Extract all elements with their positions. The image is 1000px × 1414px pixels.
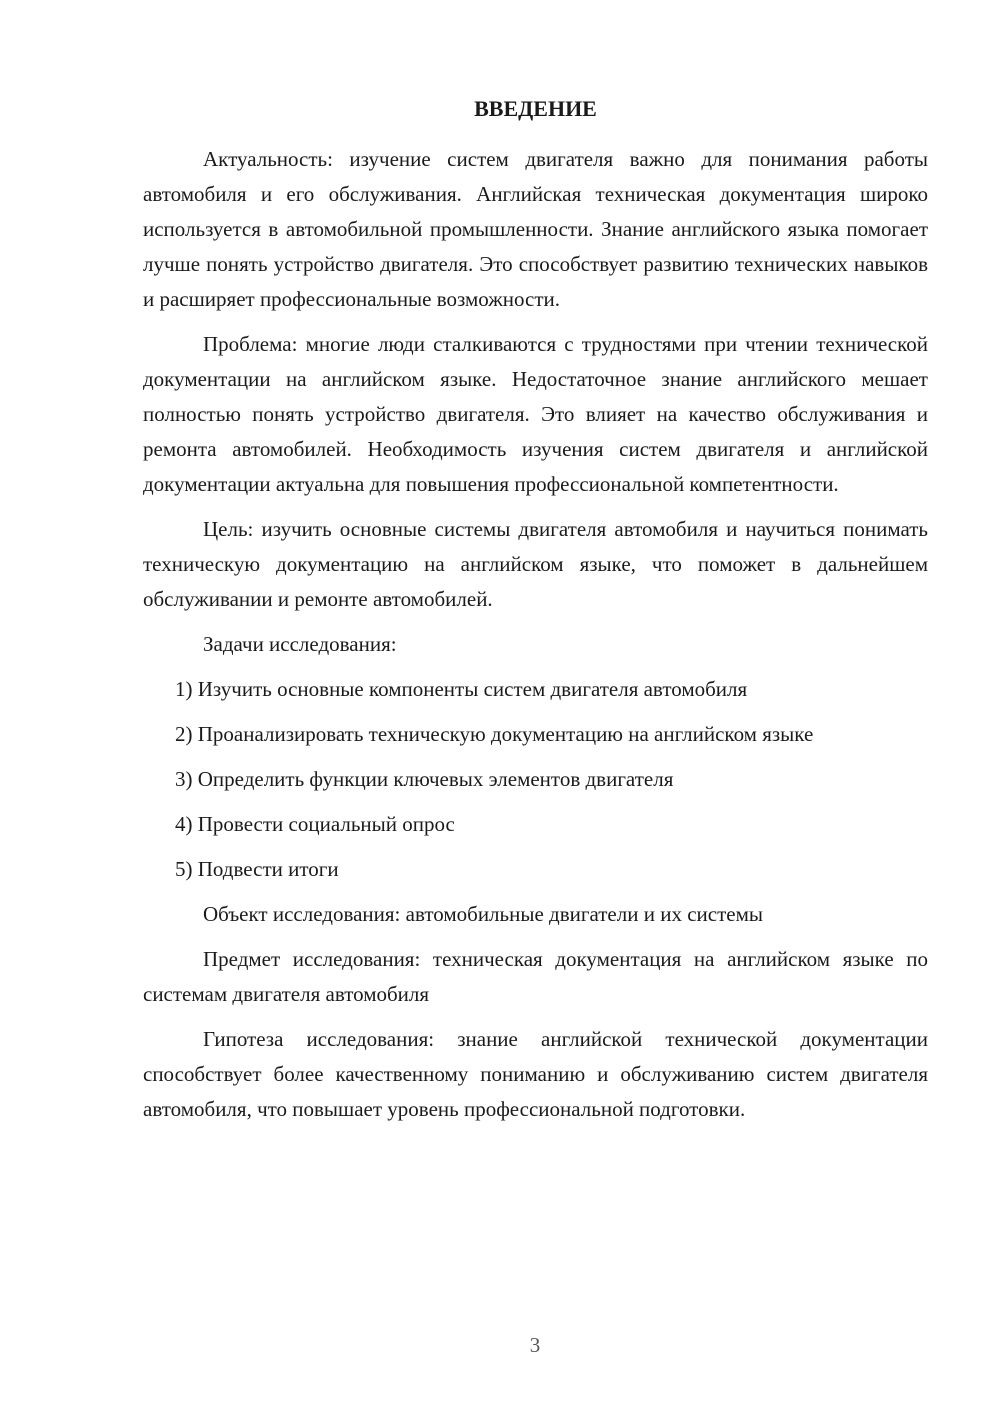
page-number: 3 xyxy=(529,1333,541,1357)
paragraph-object: Объект исследования: автомобильные двигатели и их системы xyxy=(203,902,763,926)
paragraph-relevance: Актуальность: изучение систем двигателя важно для понимания работы автомобиля и его обслуживания. Английская техническая документация широко используется в автомобильной промышленности. Знание английского языка помогает лучше понять устройство двигателя. Это способствует развитию технических навыков и расширяет профессиональные возможности. xyxy=(143,147,928,311)
document-page xyxy=(143,92,928,1137)
task-item-1: 1) Изучить основные компоненты систем двигателя автомобиля xyxy=(175,677,748,701)
task-item-4: 4) Провести социальный опрос xyxy=(175,812,455,836)
paragraph-goal: Цель: изучить основные системы двигателя автомобиля и научиться понимать техническую документацию на английском языке, что поможет в дальнейшем обслуживании и ремонте автомобилей. xyxy=(143,517,928,611)
paragraph-hypothesis: Гипотеза исследования: знание английской технической документации способствует более качественному пониманию и обслуживанию систем двигателя автомобиля, что повышает уровень профессиональной подготовки. xyxy=(143,1027,928,1121)
tasks-heading: Задачи исследования: xyxy=(203,632,397,656)
task-item-3: 3) Определить функции ключевых элементов двигателя xyxy=(175,767,674,791)
page-title: ВВЕДЕНИЕ xyxy=(474,96,597,121)
paragraph-problem: Проблема: многие люди сталкиваются с трудностями при чтении технической документации на английском языке. Недостаточное знание английского мешает полностью понять устройство двигателя. Это влияет на качество обслуживания и ремонта автомобилей. Необходимость изучения систем двигателя и английской документации актуальна для повышения профессиональной компетентности. xyxy=(143,332,928,496)
task-item-5: 5) Подвести итоги xyxy=(175,857,339,881)
task-item-2: 2) Проанализировать техническую документацию на английском языке xyxy=(175,722,814,746)
paragraph-subject: Предмет исследования: техническая документация на английском языке по системам двигателя автомобиля xyxy=(143,947,928,1006)
